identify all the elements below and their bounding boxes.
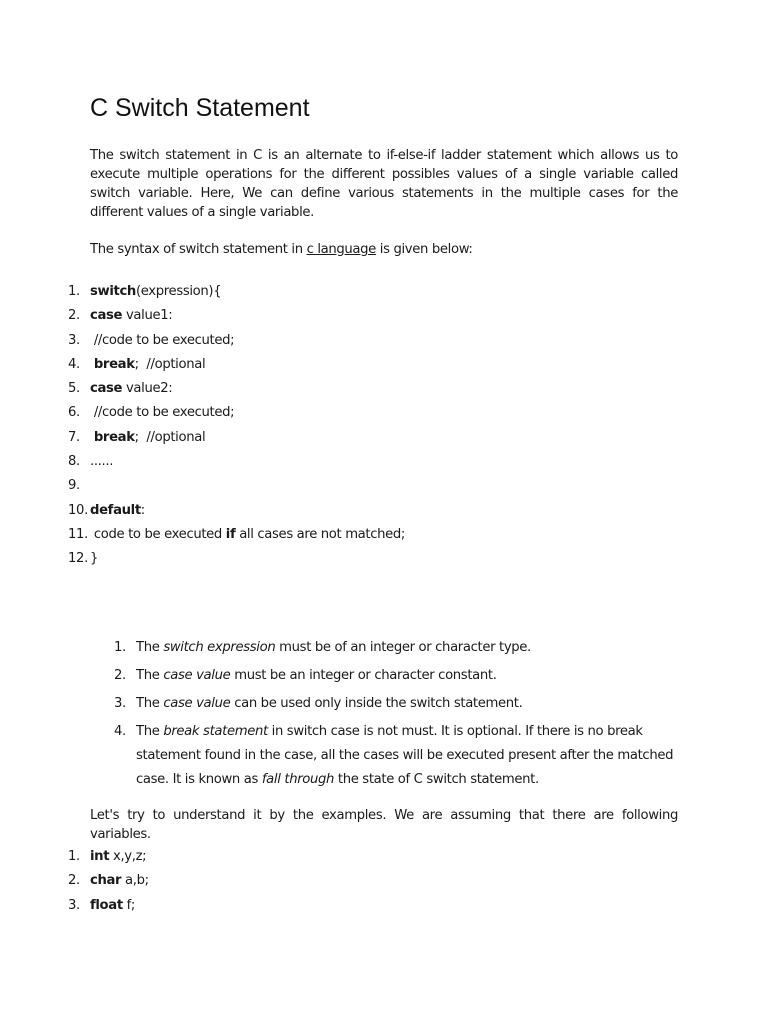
rule-item [0, 720, 682, 792]
code-line-text [90, 849, 146, 865]
text-run: } [90, 551, 99, 567]
rules-list [0, 636, 682, 796]
code-keyword: default [90, 502, 141, 518]
text-run: code to be executed [90, 526, 226, 542]
code-line-text [90, 333, 234, 349]
line-number: 9. [68, 478, 80, 494]
code-line-text [90, 551, 98, 567]
text-run: ; //optional [134, 429, 206, 445]
line-number: 4. [68, 356, 80, 372]
text-run: //code to be executed; [90, 405, 235, 421]
code-line-text [90, 454, 113, 470]
line-number: 1. [68, 284, 80, 299]
syntax-intro-paragraph [90, 240, 678, 259]
code-line-text [90, 308, 172, 324]
rule-item [0, 636, 682, 660]
text-run: The [136, 668, 164, 683]
code-line-text [90, 405, 234, 421]
code-line-text [90, 357, 205, 373]
emphasis-text: case value [163, 696, 231, 711]
emphasis-text: fall through [261, 772, 335, 787]
line-number: 5. [68, 381, 80, 397]
text-run: (expression){ [135, 284, 222, 299]
text-run: The [136, 724, 164, 739]
line-number: 6. [68, 405, 80, 421]
emphasis-text: break statement [163, 724, 268, 739]
text-run: can be used only inside the switch statement. [230, 696, 523, 711]
code-keyword: float [90, 897, 123, 913]
code-line-text [90, 284, 221, 300]
text-run: ; //optional [134, 356, 206, 372]
emphasis-text: switch expression [163, 640, 276, 655]
code-keyword: if [225, 526, 236, 542]
code-line-text [90, 430, 205, 446]
rule-item [0, 692, 682, 716]
text-run: the state of C switch statement. [334, 772, 539, 787]
code-line-text [90, 381, 172, 397]
code-line-text [90, 503, 145, 519]
text-run: : [140, 502, 145, 518]
line-number: 3. [68, 897, 80, 913]
syntax-intro-after: is given below: [375, 242, 473, 257]
line-number: 2. [68, 873, 80, 889]
intro-paragraph: The switch statement in C is an alternate to if-else-if ladder statement which allows us to execute multiple operations for the different possibles values of a single variable called switch variable. Here, We can define various statements in the multiple cases for the different values of a single variable. [90, 148, 678, 220]
code-keyword: char [90, 873, 122, 889]
code-keyword: case [90, 381, 123, 397]
text-run: must be of an integer or character type. [275, 640, 531, 655]
line-number: 7. [68, 429, 80, 445]
text-run: ...... [90, 454, 114, 470]
line-number: 3. [68, 332, 80, 348]
line-number: 10. [68, 502, 88, 518]
text-run: in switch case is not must. It is optional. If there is no break statement found in the case, all the cases will be executed present after the matched case. It is known as [136, 724, 674, 787]
line-number: 2. [68, 308, 80, 324]
text-run: x,y,z; [109, 849, 147, 864]
code-line-text [90, 873, 149, 889]
text-run: must be an integer or character constant. [230, 668, 497, 683]
page-title: C Switch Statement [90, 94, 310, 122]
text-run: all cases are not matched; [235, 526, 406, 542]
text-run: value2: [122, 381, 173, 397]
line-number: 11. [68, 526, 88, 542]
text-run: a,b; [121, 873, 149, 889]
rule-number: 1. [114, 640, 126, 655]
line-number: 12. [68, 551, 88, 567]
text-run: The [136, 696, 164, 711]
rule-number: 2. [114, 668, 126, 683]
line-number: 1. [68, 849, 80, 864]
code-line-text [90, 898, 135, 914]
rule-number: 4. [114, 724, 126, 739]
code-keyword: break [93, 356, 135, 372]
c-language-link[interactable]: c language [306, 242, 376, 257]
code-keyword: int [90, 849, 110, 864]
line-number: 8. [68, 454, 80, 470]
code-keyword: case [90, 308, 123, 324]
rule-item [0, 664, 682, 688]
text-run: The [136, 640, 164, 655]
text-run: f; [122, 897, 136, 913]
syntax-intro-before: The syntax of switch statement in [90, 242, 307, 257]
code-keyword: break [93, 429, 135, 445]
code-line-text [90, 527, 405, 543]
examples-intro-paragraph: Let's try to understand it by the examples. We are assuming that there are following variables. [90, 808, 678, 842]
code-keyword: switch [90, 284, 136, 299]
text-run: value1: [122, 308, 173, 324]
rule-number: 3. [114, 696, 126, 711]
emphasis-text: case value [163, 668, 231, 683]
text-run: //code to be executed; [90, 332, 235, 348]
